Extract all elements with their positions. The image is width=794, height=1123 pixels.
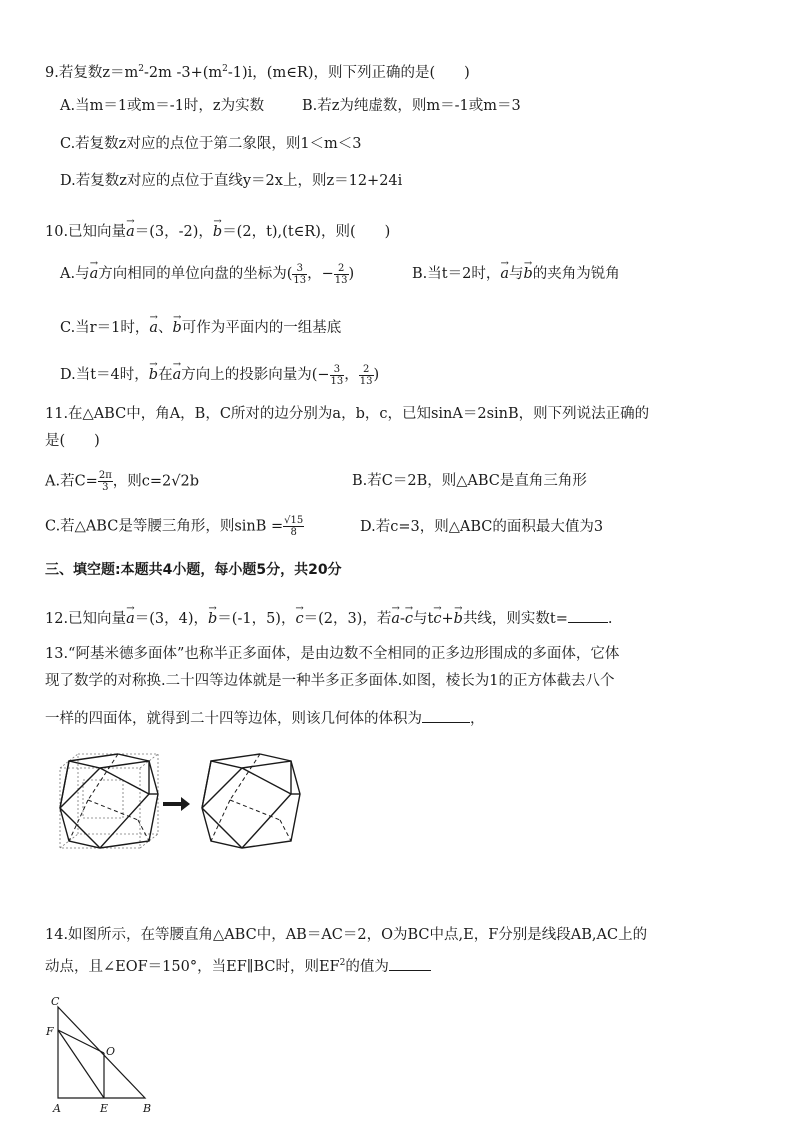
triangle-lines	[58, 1007, 145, 1098]
q9-option-a: A.当m＝1或m＝-1时，z为实数	[60, 98, 265, 114]
q12-stem: 12.已知向量→ a＝(3，4)，→ b＝(-1，5)，→ c＝(2，3)，若→ a-→ c与t→ c+→ b共线，则实数t= .	[45, 605, 613, 629]
fraction: $\frac{3}{13}$	[330, 363, 344, 387]
label-b: B	[143, 1102, 152, 1115]
q9-option-b: B.若z为纯虚数，则m＝-1或m＝3	[302, 98, 521, 114]
vector-a: → a	[126, 605, 135, 629]
vector-a: → a	[391, 605, 400, 629]
q11-option-b: B.若C＝2B，则△ABC是直角三角形	[352, 473, 587, 489]
q10-stem: 10.已知向量→ a＝(3，-2)，→ b＝(2，t),(t∈R)，则( )	[45, 218, 390, 242]
fraction: $\frac{3}{13}$	[293, 262, 307, 286]
q10-option-b: B.当t＝2时，→ a与→ b的夹角为锐角	[412, 260, 620, 284]
triangle-figure	[45, 993, 165, 1118]
label-c: C	[51, 995, 60, 1008]
q11-option-a: A.若C= $\frac{2\pi}{3}$ ，则c=2√2b	[45, 470, 200, 493]
q10-option-c: C.当r＝1时，→ a、→ b可作为平面内的一组基底	[60, 314, 341, 338]
vector-b: → b	[454, 605, 463, 629]
vector-b: → b	[149, 361, 158, 385]
q14-line2: 动点，且∠EOF＝150°，当EF∥BC时，则$EF^2$的值为	[45, 953, 431, 977]
label-a: A	[53, 1102, 61, 1115]
hidden-edges-left	[69, 754, 149, 841]
answer-blank[interactable]	[389, 958, 431, 971]
q9-sup-2: 2	[222, 64, 228, 74]
q13-line1: 13.“阿基米德多面体”也称半正多面体，是由边数不全相同的正多边形围成的多面体，它体	[45, 646, 620, 662]
vector-b: → b	[173, 314, 182, 338]
q9-option-c: C.若复数z对应的点位于第二象限，则1＜m＜3	[60, 136, 362, 152]
fraction: $\frac{2}{13}$	[359, 363, 373, 387]
answer-blank[interactable]	[422, 710, 470, 723]
section-heading: 三、填空题:本题共4小题，每小题5分，共20分	[45, 562, 342, 578]
label-e: E	[100, 1102, 109, 1115]
q9-sup-1: 2	[138, 64, 144, 74]
vector-a: → a	[90, 260, 99, 284]
label-f: F	[46, 1025, 54, 1038]
q13-line3: 一样的四面体，就得到二十四等边体，则该几何体的体积为 ，	[45, 711, 485, 727]
vector-b: → b	[523, 260, 532, 284]
vector-c: → c	[295, 605, 303, 629]
q10-option-d: D.当t＝4时，→ b在→ a方向上的投影向量为(− $\frac{3}{13}$ ， $\frac{2}{13}$ )	[60, 361, 379, 387]
q11-stem-line2: 是( )	[45, 433, 100, 449]
q14-sup: 2	[339, 958, 346, 968]
vector-c: → c	[433, 605, 441, 629]
vector-a: → a	[149, 314, 158, 338]
fraction: $\frac{√15}{8}$	[284, 515, 304, 538]
label-o: O	[106, 1045, 116, 1058]
q11-option-c: C.若△ABC是等腰三角形，则sinB = $\frac{√15}{8}$	[45, 515, 304, 538]
q9-option-d: D.若复数z对应的点位于直线y＝2x上，则z＝12+24i	[60, 173, 403, 189]
q11-option-d: D.若c=3，则△ABC的面积最大值为3	[360, 519, 604, 535]
vector-c: → c	[405, 605, 413, 629]
q13-line2: 现了数学的对称换.二十四等边体就是一种半多正多面体.如图，棱长为1的正方体截去八个	[45, 673, 615, 689]
q10-option-a: A.与→ a方向相同的单位向盘的坐标为( $\frac{3}{13}$ ，− $\frac{2}{13}$ )	[60, 260, 354, 286]
arrow-icon	[163, 797, 190, 811]
q9-stem: 9.若复数$z=m^2-2m$ $-3+(m^2-1)i$，(m∈R)，则下列正确的是( )	[45, 64, 470, 81]
answer-blank[interactable]	[568, 610, 608, 623]
hidden-edges-right	[211, 754, 291, 841]
fraction: $\frac{2\pi}{3}$	[98, 470, 112, 493]
cuboctahedron-figure	[48, 750, 308, 850]
q11-stem-line1: 11.在△ABC中，角A，B，C所对的边分别为a，b，c，已知sinA＝2sinB，则下列说法正确的	[45, 406, 650, 422]
vector-a: → a	[126, 218, 135, 242]
vector-b: → b	[208, 605, 217, 629]
fraction: $\frac{2}{13}$	[334, 262, 348, 286]
vector-a: → a	[500, 260, 509, 284]
vector-a: → a	[173, 361, 182, 385]
q14-line1: 14.如图所示，在等腰直角△ABC中，AB＝AC＝2，O为BC中点,E，F分别是线段AB,AC上的	[45, 927, 648, 943]
vector-b: → b	[213, 218, 222, 242]
